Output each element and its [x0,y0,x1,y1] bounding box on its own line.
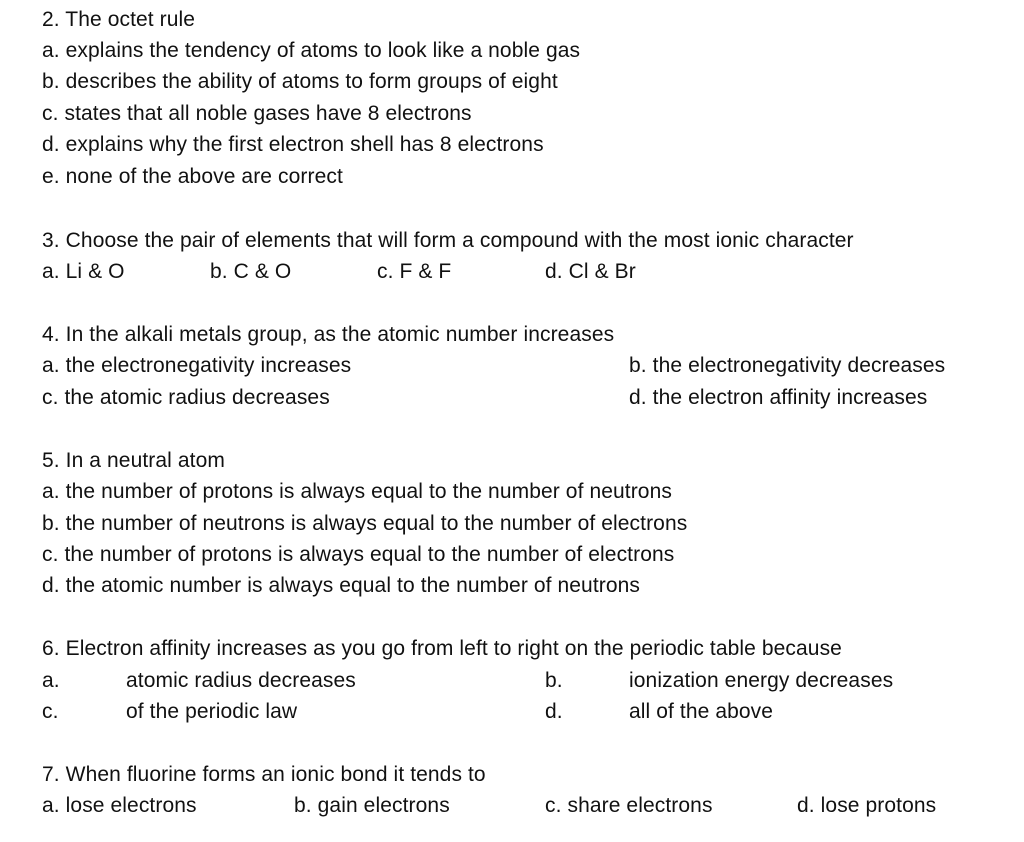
q4-option-d: d. the electron affinity increases [629,386,928,409]
q6-option-b-letter: b. [545,669,563,692]
q3-option-d: d. Cl & Br [545,260,636,283]
q2-option-a: a. explains the tendency of atoms to look like a noble gas [42,39,581,62]
q6-option-d-text: all of the above [629,700,774,723]
q7-option-d: d. lose protons [797,794,937,817]
q3-option-b: b. C & O [210,260,292,283]
q7-option-c: c. share electrons [545,794,713,817]
q2-option-d: d. explains why the first electron shell has 8 electrons [42,133,544,156]
q6-stem: 6. Electron affinity increases as you go from left to right on the periodic table because [42,637,842,660]
q6-option-b-text: ionization energy decreases [629,669,894,692]
q3-stem: 3. Choose the pair of elements that will form a compound with the most ionic character [42,229,854,252]
q6-option-c-text: of the periodic law [126,700,298,723]
q6-option-d-letter: d. [545,700,563,723]
q4-option-c: c. the atomic radius decreases [42,386,330,409]
q6-option-c-letter: c. [42,700,59,723]
q7-stem: 7. When fluorine forms an ionic bond it tends to [42,763,486,786]
q4-option-b: b. the electronegativity decreases [629,354,946,377]
q2-option-c: c. states that all noble gases have 8 electrons [42,102,472,125]
q5-option-a: a. the number of protons is always equal to the number of neutrons [42,480,672,503]
q5-option-c: c. the number of protons is always equal to the number of electrons [42,543,675,566]
q5-option-d: d. the atomic number is always equal to the number of neutrons [42,574,641,597]
q4-option-a: a. the electronegativity increases [42,354,352,377]
q2-stem: 2. The octet rule [42,8,196,31]
q6-option-a-text: atomic radius decreases [126,669,356,692]
q2-option-b: b. describes the ability of atoms to form groups of eight [42,70,558,93]
q6-option-a-letter: a. [42,669,60,692]
q7-option-b: b. gain electrons [294,794,450,817]
q3-option-c: c. F & F [377,260,452,283]
q5-option-b: b. the number of neutrons is always equal to the number of electrons [42,512,688,535]
q4-stem: 4. In the alkali metals group, as the atomic number increases [42,323,615,346]
q5-stem: 5. In a neutral atom [42,449,225,472]
q2-option-e: e. none of the above are correct [42,165,343,188]
q7-option-a: a. lose electrons [42,794,197,817]
q3-option-a: a. Li & O [42,260,125,283]
